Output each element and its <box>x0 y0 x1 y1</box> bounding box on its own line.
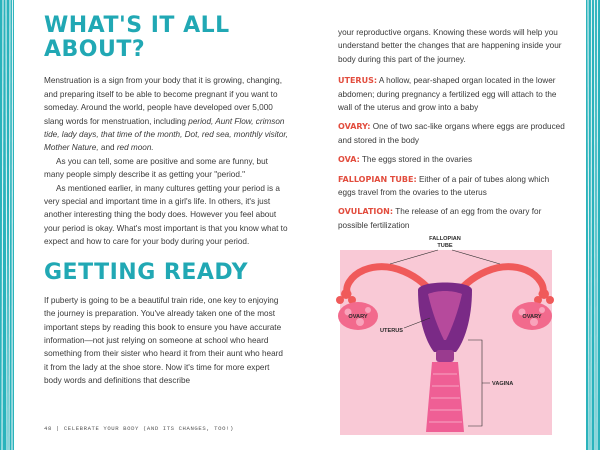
definition-uterus <box>338 74 566 114</box>
term-ovary: OVARY: <box>338 122 371 132</box>
definition-ovary <box>338 120 566 147</box>
definition-text: Either of a pair of tubes along which eggs travel from the ovaries to the uterus <box>338 174 550 198</box>
paragraph-positive-funny: As you can tell, some are positive and some are funny, but many people simply describe it as getting your "period." <box>44 156 268 180</box>
paragraph-text: Menstruation is a sign from your body that it is growing, changing, and preparing itself to be able to become pregnant if you want to someday. Around the world, people have developed over 5,000 slang words for menstruation, including <box>44 76 283 126</box>
cervix <box>436 350 454 362</box>
slang-list: period, Aunt Flow, crimson tide, lady days, that time of the month, Dot, red sea, monthly visitor, Mother Nature, <box>44 116 288 153</box>
label-fallopian: FALLOPIAN <box>429 236 461 242</box>
conjunction: and <box>98 143 117 153</box>
definition-text: A hollow, pear-shaped organ located in the lower abdomen; during pregnancy a fertilized egg will attach to the wall of the uterus and grow into a baby <box>338 76 557 113</box>
right-column <box>338 26 566 238</box>
paragraph-puberty: If puberty is going to be a beautiful train ride, one key to enjoying the journey is preparation. You've already taken one of the most important steps by reading this book to ensure you have accurate information—not just relying on someone at school who heard something from their sister who heard it from their aunt who heard it from the lady at the shoe store. Now it's time for more expert body words and definitions that describe <box>44 295 283 386</box>
label-ovary-left: OVARY <box>348 314 368 320</box>
paragraph-reproductive-intro: your reproductive organs. Knowing these words will help you understand better the changes that are happening inside your body during this part of the journey. <box>338 28 562 64</box>
term-fallopian-tube: FALLOPIAN TUBE: <box>338 174 417 184</box>
heading-getting-ready: GETTING READY <box>44 259 249 285</box>
paragraph-cultures: As mentioned earlier, in many cultures getting your period is a very special and important time in a girl's life. In others, it's just another interesting thing the body does. However you feel about your period is okay. What's most important is that you know what to expect and how to care for your body during your period. <box>44 183 288 247</box>
term-ovulation: OVULATION: <box>338 207 394 217</box>
definition-text: The eggs stored in the ovaries <box>359 155 473 165</box>
slang-last: red moon. <box>116 143 154 153</box>
page-number: 48 <box>44 425 52 432</box>
label-uterus: UTERUS <box>380 328 403 334</box>
heading-whats-it-all-about: WHAT'S IT ALL ABOUT? <box>44 13 230 63</box>
left-column <box>44 14 288 388</box>
term-uterus: UTERUS: <box>338 76 378 86</box>
definition-text: The release of an egg from the ovary for possible fertilization <box>338 207 542 230</box>
definition-text: One of two sac-like organs where eggs are produced and stored in the body <box>338 122 565 145</box>
left-border-decoration <box>0 0 14 450</box>
term-ova: OVA: <box>338 155 360 165</box>
definition-fallopian-tube <box>338 173 566 200</box>
right-border-decoration <box>586 0 600 450</box>
label-ovary-right: OVARY <box>522 314 542 320</box>
reproductive-system-diagram <box>320 228 570 440</box>
footer-separator: | <box>55 425 60 432</box>
definition-ova <box>338 153 566 166</box>
label-vagina: VAGINA <box>492 381 514 387</box>
running-head: CELEBRATE YOUR BODY (AND ITS CHANGES, TOO!) <box>63 425 234 432</box>
label-tube: TUBE <box>437 243 453 249</box>
paragraph-menstruation <box>44 74 288 154</box>
page-footer <box>44 425 234 432</box>
